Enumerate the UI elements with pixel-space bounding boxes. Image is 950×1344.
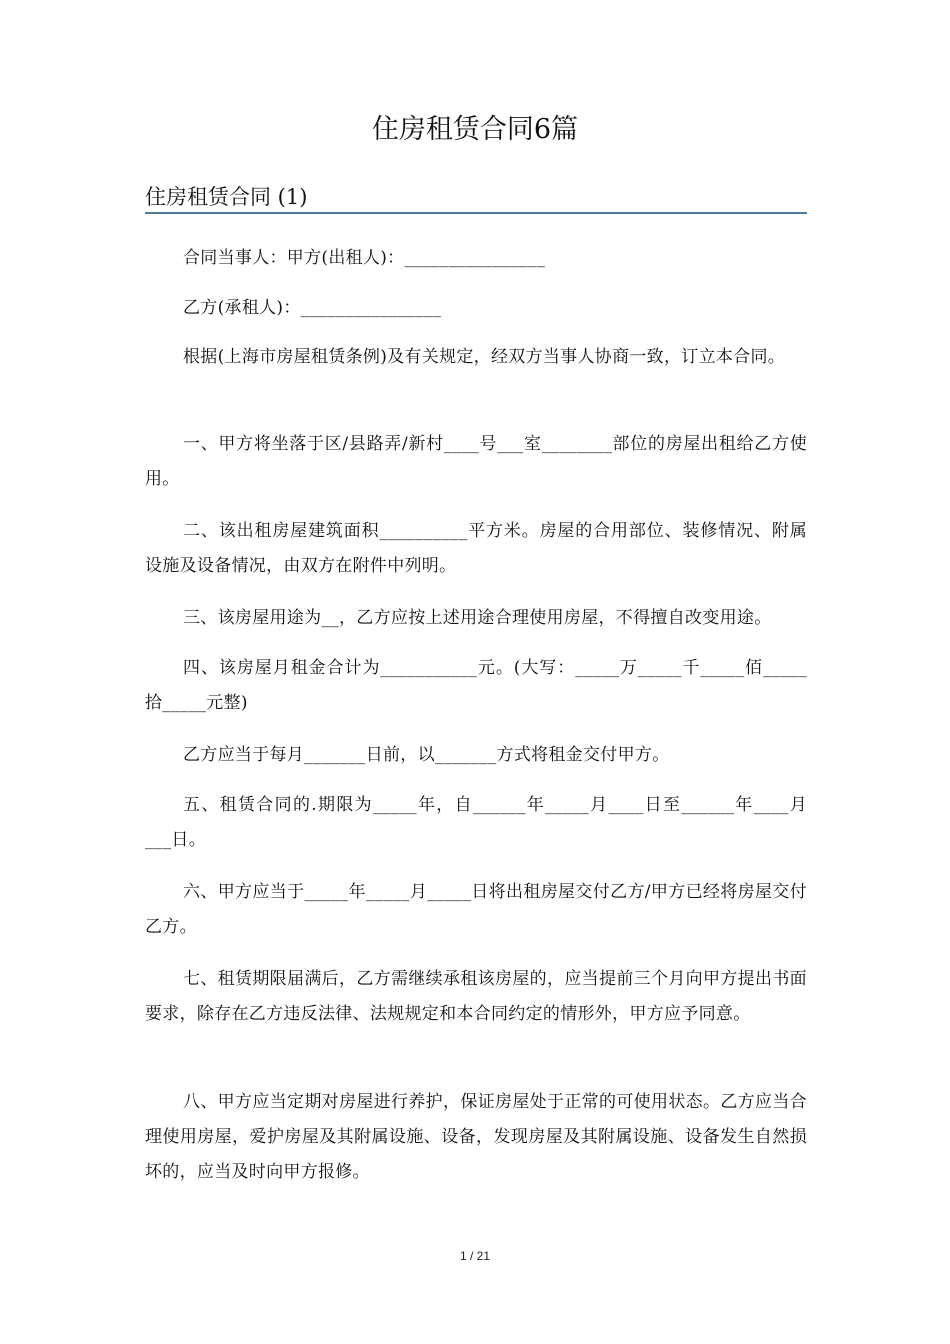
paragraph-clause-5: 五、租赁合同的.期限为_____年，自______年_____月____日至______年____月___日。 (145, 795, 807, 850)
paragraph-rent-payment: 乙方应当于每月_______日前，以_______方式将租金交付甲方。 (183, 745, 670, 765)
paragraph-clause-6: 六、甲方应当于_____年_____月_____日将出租房屋交付乙方/甲方已经将房屋交付乙方。 (145, 882, 807, 937)
paragraph-clause-8: 八、甲方应当定期对房屋进行养护，保证房屋处于正常的可使用状态。乙方应当合理使用房屋，爱护房屋及其附属设施、设备，发现房屋及其附属设施、设备发生自然损坏的，应当及时向甲方报修。 (145, 1092, 807, 1182)
paragraph-clause-3: 三、该房屋用途为__，乙方应按上述用途合理使用房屋，不得擅自改变用途。 (183, 608, 772, 628)
paragraph-clause-7: 七、租赁期限届满后，乙方需继续承租该房屋的，应当提前三个月向甲方提出书面要求，除存在乙方违反法律、法规规定和本合同约定的情形外，甲方应予同意。 (145, 969, 807, 1024)
paragraph-parties: 合同当事人：甲方(出租人)：________________ (183, 248, 546, 268)
paragraph-clause-2: 二、该出租房屋建筑面积__________平方米。房屋的合用部位、装修情况、附属设施及设备情况，由双方在附件中列明。 (145, 521, 807, 576)
page-number: 1 / 21 (459, 1249, 491, 1263)
paragraph-basis: 根据(上海市房屋租赁条例)及有关规定，经双方当事人协商一致，订立本合同。 (183, 347, 786, 367)
section-heading: 住房租赁合同 (1) (145, 185, 308, 209)
paragraph-lessee: 乙方(承租人)：________________ (183, 298, 442, 318)
paragraph-clause-4: 四、该房屋月租金合计为___________元。(大写：_____万_____千_____佰_____拾_____元整) (145, 658, 807, 713)
document-title: 住房租赁合同6篇 (371, 114, 579, 145)
section-heading-rule (145, 212, 807, 214)
paragraph-clause-1: 一、甲方将坐落于区/县路弄/新村____号___室________部位的房屋出租给乙方使用。 (145, 434, 807, 489)
